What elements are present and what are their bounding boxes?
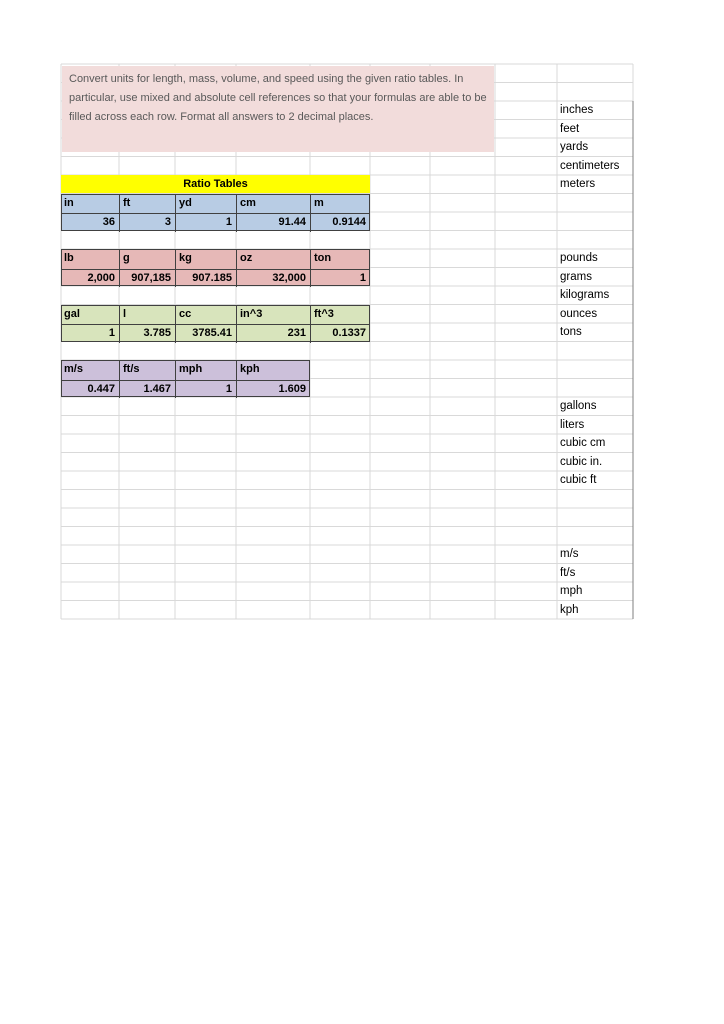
length-value-cell[interactable]: 3 (119, 213, 175, 232)
length-header-cell[interactable]: m (310, 195, 370, 214)
instructions-text[interactable]: Convert units for length, mass, volume, and speed using the given ratio tables. In particular, use mixed and absolute cell references so that your formulas are able to be filled across each row. Format all answers to 2 decimal places. (62, 66, 494, 152)
speed-value-cell[interactable]: 0.447 (61, 380, 119, 399)
mass-value-cell[interactable]: 32,000 (236, 269, 310, 288)
unit-label-cell[interactable]: pounds (560, 252, 598, 264)
length-header-cell[interactable]: ft (119, 195, 175, 214)
volume-header-cell[interactable]: in^3 (236, 306, 310, 325)
volume-header-cell[interactable]: cc (175, 306, 236, 325)
volume-value-cell[interactable]: 3785.41 (175, 324, 236, 343)
speed-header-cell[interactable]: m/s (64, 363, 83, 375)
volume-value-cell[interactable]: 3.785 (119, 324, 175, 343)
length-header-cell[interactable]: cm (236, 195, 310, 214)
unit-label-cell[interactable]: tons (560, 326, 582, 338)
unit-label-cell[interactable]: liters (560, 418, 585, 431)
mass-value-cell[interactable]: 907,185 (119, 269, 175, 288)
unit-label-cell[interactable]: cubic in. (560, 455, 603, 468)
length-header-cell[interactable]: yd (175, 195, 236, 214)
length-value-cell[interactable]: 91.44 (236, 213, 310, 232)
speed-header-cell[interactable]: mph (175, 361, 236, 380)
unit-label-cell[interactable]: feet (560, 122, 580, 135)
volume-header-cell[interactable]: gal (64, 307, 80, 320)
length-header-cell[interactable]: in (64, 196, 74, 209)
speed-value-cell[interactable]: 1.467 (119, 380, 175, 399)
mass-value-cell[interactable]: 2,000 (61, 269, 119, 288)
volume-value-cell[interactable]: 1 (61, 324, 119, 343)
unit-label-cell[interactable]: meters (560, 178, 596, 190)
mass-header-cell[interactable]: kg (175, 250, 236, 269)
unit-label-cell[interactable]: kph (560, 603, 579, 616)
mass-header-cell[interactable]: ton (310, 250, 370, 269)
length-value-cell[interactable]: 1 (175, 213, 236, 232)
mass-header-cell[interactable]: lb (64, 252, 74, 264)
speed-value-cell[interactable]: 1.609 (236, 380, 310, 399)
mass-header-cell[interactable]: g (119, 250, 175, 269)
length-value-cell[interactable]: 36 (61, 213, 119, 232)
volume-value-cell[interactable]: 231 (236, 324, 310, 343)
mass-value-cell[interactable]: 907.185 (175, 269, 236, 288)
unit-label-cell[interactable]: gallons (560, 400, 597, 412)
unit-label-cell[interactable]: m/s (560, 548, 579, 560)
unit-label-cell[interactable]: mph (560, 585, 583, 597)
speed-header-cell[interactable]: kph (236, 361, 310, 380)
unit-label-cell[interactable]: ft/s (560, 566, 576, 579)
unit-label-cell[interactable]: grams (560, 270, 592, 283)
unit-label-cell[interactable]: ounces (560, 307, 598, 320)
volume-value-cell[interactable]: 0.1337 (310, 324, 370, 343)
unit-label-cell[interactable]: yards (560, 141, 589, 153)
mass-value-cell[interactable]: 1 (310, 269, 370, 288)
speed-header-cell[interactable]: ft/s (119, 361, 175, 380)
unit-label-cell[interactable]: cubic cm (560, 437, 606, 449)
mass-header-cell[interactable]: oz (236, 250, 310, 269)
volume-header-cell[interactable]: ft^3 (310, 306, 370, 325)
length-value-cell[interactable]: 0.9144 (310, 213, 370, 232)
ratio-tables-title[interactable]: Ratio Tables (61, 175, 370, 193)
unit-label-cell[interactable]: centimeters (560, 159, 620, 172)
unit-label-cell[interactable]: kilograms (560, 289, 610, 301)
unit-label-cell[interactable]: cubic ft (560, 474, 597, 486)
speed-value-cell[interactable]: 1 (175, 380, 236, 399)
unit-label-cell[interactable]: inches (560, 104, 594, 116)
volume-header-cell[interactable]: l (119, 306, 175, 325)
